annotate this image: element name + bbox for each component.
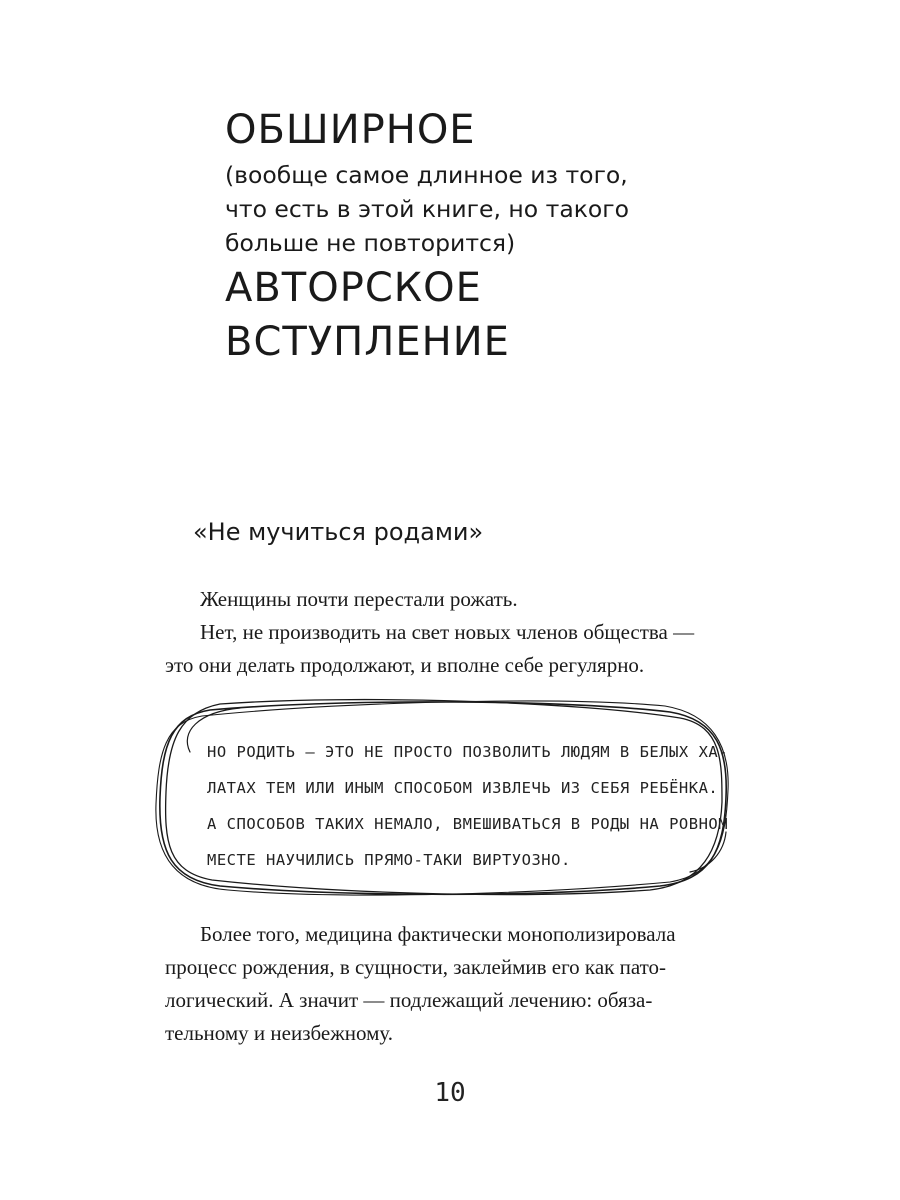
paragraph-3-line: Более того, медицина фактически монополизировала xyxy=(200,922,676,946)
paragraph-3-line: тельному и неизбежному. xyxy=(165,1021,394,1045)
paragraph-2-line: это они делать продолжают, и вполне себе регулярно. xyxy=(165,653,645,677)
subtitle xyxy=(225,158,629,260)
callout-line: НО РОДИТЬ – ЭТО НЕ ПРОСТО ПОЗВОЛИТЬ ЛЮДЯМ В БЕЛЫХ ХА- xyxy=(207,743,729,761)
title-line-1: ОБШИРНОЕ xyxy=(225,107,476,153)
callout-line: А СПОСОБОВ ТАКИХ НЕМАЛО, ВМЕШИВАТЬСЯ В РОДЫ НА РОВНОМ xyxy=(207,815,729,833)
subtitle-line: что есть в этой книге, но такого xyxy=(225,195,630,223)
callout-line: МЕСТЕ НАУЧИЛИСЬ ПРЯМО-ТАКИ ВИРТУОЗНО. xyxy=(207,851,571,869)
page-number: 10 xyxy=(434,1078,466,1108)
title-line-3: ВСТУПЛЕНИЕ xyxy=(225,319,510,365)
paragraph-3-line: процесс рождения, в сущности, заклеймив его как пато- xyxy=(165,955,666,979)
paragraph-1: Женщины почти перестали рожать. xyxy=(200,587,518,611)
paragraph-2-line: Нет, не производить на свет новых членов общества — xyxy=(200,620,695,644)
callout-text xyxy=(207,734,728,878)
title-line-2: АВТОРСКОЕ xyxy=(225,265,482,311)
subtitle-line: (вообще самое длинное из того, xyxy=(225,161,628,189)
section-heading: «Не мучиться родами» xyxy=(193,518,484,546)
callout-line: ЛАТАХ ТЕМ ИЛИ ИНЫМ СПОСОБОМ ИЗВЛЕЧЬ ИЗ СЕБЯ РЕБЁНКА. xyxy=(207,779,719,797)
subtitle-line: больше не повторится) xyxy=(225,229,516,257)
paragraph-3-line: логический. А значит — подлежащий лечению: обяза- xyxy=(165,988,653,1012)
